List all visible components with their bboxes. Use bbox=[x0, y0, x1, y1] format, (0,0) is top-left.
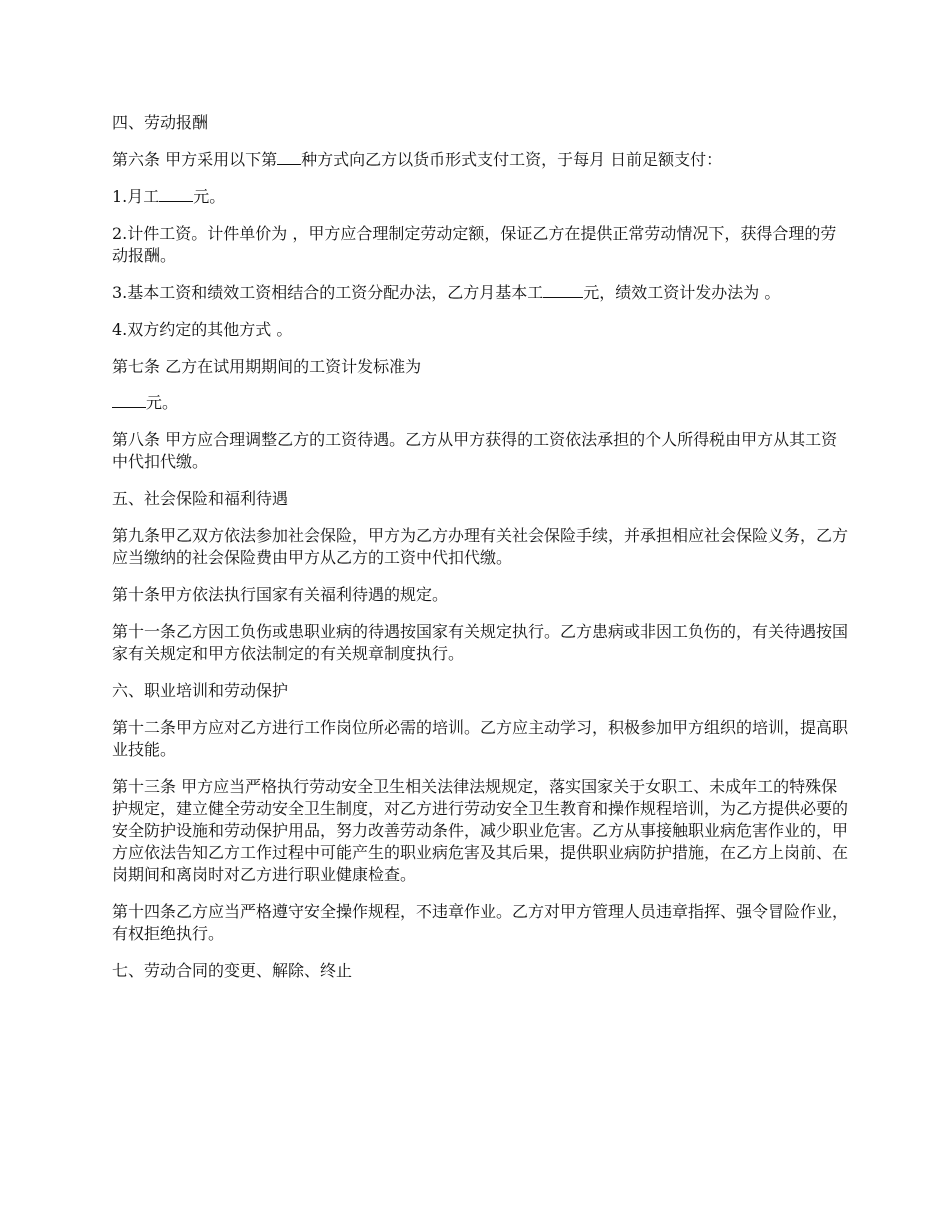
article-7: 第七条 乙方在试用期期间的工资计发标准为 bbox=[112, 357, 422, 376]
article-9: 第九条甲乙双方依法参加社会保险，甲方为乙方办理有关社会保险手续，并承担相应社会保险义务，乙方应当缴纳的社会保险费由甲方从乙方的工资中代扣代缴。 bbox=[112, 526, 849, 567]
article-13: 第十三条 甲方应当严格执行劳动安全卫生相关法律法规规定，落实国家关于女职工、未成年工的特殊保护规定，建立健全劳动安全卫生制度，对乙方进行劳动安全卫生教育和操作规程培训，为乙方提供必要的安全防护设施和劳动保护用品，努力改善劳动条件，减少职业危害。乙方从事接触职业病危害作业的，甲方应依法告知乙方工作过程中可能产生的职业病危害及其后果，提供职业病防护措施，在乙方上岗前、在岗期间和离岗时对乙方进行职业健康检查。 bbox=[112, 777, 849, 884]
article-12: 第十二条甲方应对乙方进行工作岗位所必需的培训。乙方应主动学习，积极参加甲方组织的培训，提高职业技能。 bbox=[112, 718, 849, 759]
wage-option-3-text-start: 3.基本工资和绩效工资相结合的工资分配办法，乙方月基本工 bbox=[112, 283, 544, 302]
wage-option-1-text-end: 元。 bbox=[193, 187, 226, 206]
section-heading-social-insurance: 五、社会保险和福利待遇 bbox=[112, 489, 289, 508]
wage-option-3-text-end: 元，绩效工资计发办法为 。 bbox=[583, 283, 781, 302]
article-6-text-start: 第六条 甲方采用以下第 bbox=[112, 150, 278, 169]
fill-in-blank bbox=[112, 392, 146, 408]
article-6 bbox=[112, 149, 850, 171]
section-heading-labor-remuneration: 四、劳动报酬 bbox=[112, 113, 209, 132]
fill-in-blank bbox=[159, 186, 193, 202]
article-8: 第八条 甲方应合理调整乙方的工资待遇。乙方从甲方获得的工资依法承担的个人所得税由甲方从其工资中代扣代缴。 bbox=[112, 430, 838, 471]
article-11: 第十一条乙方因工负伤或患职业病的待遇按国家有关规定执行。乙方患病或非因工负伤的，有关待遇按国家有关规定和甲方依法制定的有关规章制度执行。 bbox=[112, 622, 849, 663]
wage-option-3 bbox=[112, 282, 850, 304]
wage-option-1 bbox=[112, 186, 850, 208]
article-7-continued bbox=[112, 392, 850, 414]
section-heading-contract-changes: 七、劳动合同的变更、解除、终止 bbox=[112, 961, 353, 980]
article-6-text-end: 种方式向乙方以货币形式支付工资，于每月 日前足额支付： bbox=[301, 150, 723, 169]
article-14: 第十四条乙方应当严格遵守安全操作规程，不违章作业。乙方对甲方管理人员违章指挥、强令冒险作业，有权拒绝执行。 bbox=[112, 902, 849, 943]
wage-option-1-text-start: 1.月工 bbox=[112, 187, 160, 206]
article-7-text-end: 元。 bbox=[146, 393, 179, 412]
wage-option-2: 2.计件工资。计件单价为 ，甲方应合理制定劳动定额，保证乙方在提供正常劳动情况下，获得合理的劳动报酬。 bbox=[112, 224, 837, 265]
fill-in-blank bbox=[543, 282, 583, 298]
section-heading-training-protection: 六、职业培训和劳动保护 bbox=[112, 681, 289, 700]
document-page bbox=[112, 112, 850, 997]
wage-option-4: 4.双方约定的其他方式 。 bbox=[112, 320, 293, 339]
fill-in-blank bbox=[277, 149, 301, 165]
article-10: 第十条甲方依法执行国家有关福利待遇的规定。 bbox=[112, 585, 449, 604]
